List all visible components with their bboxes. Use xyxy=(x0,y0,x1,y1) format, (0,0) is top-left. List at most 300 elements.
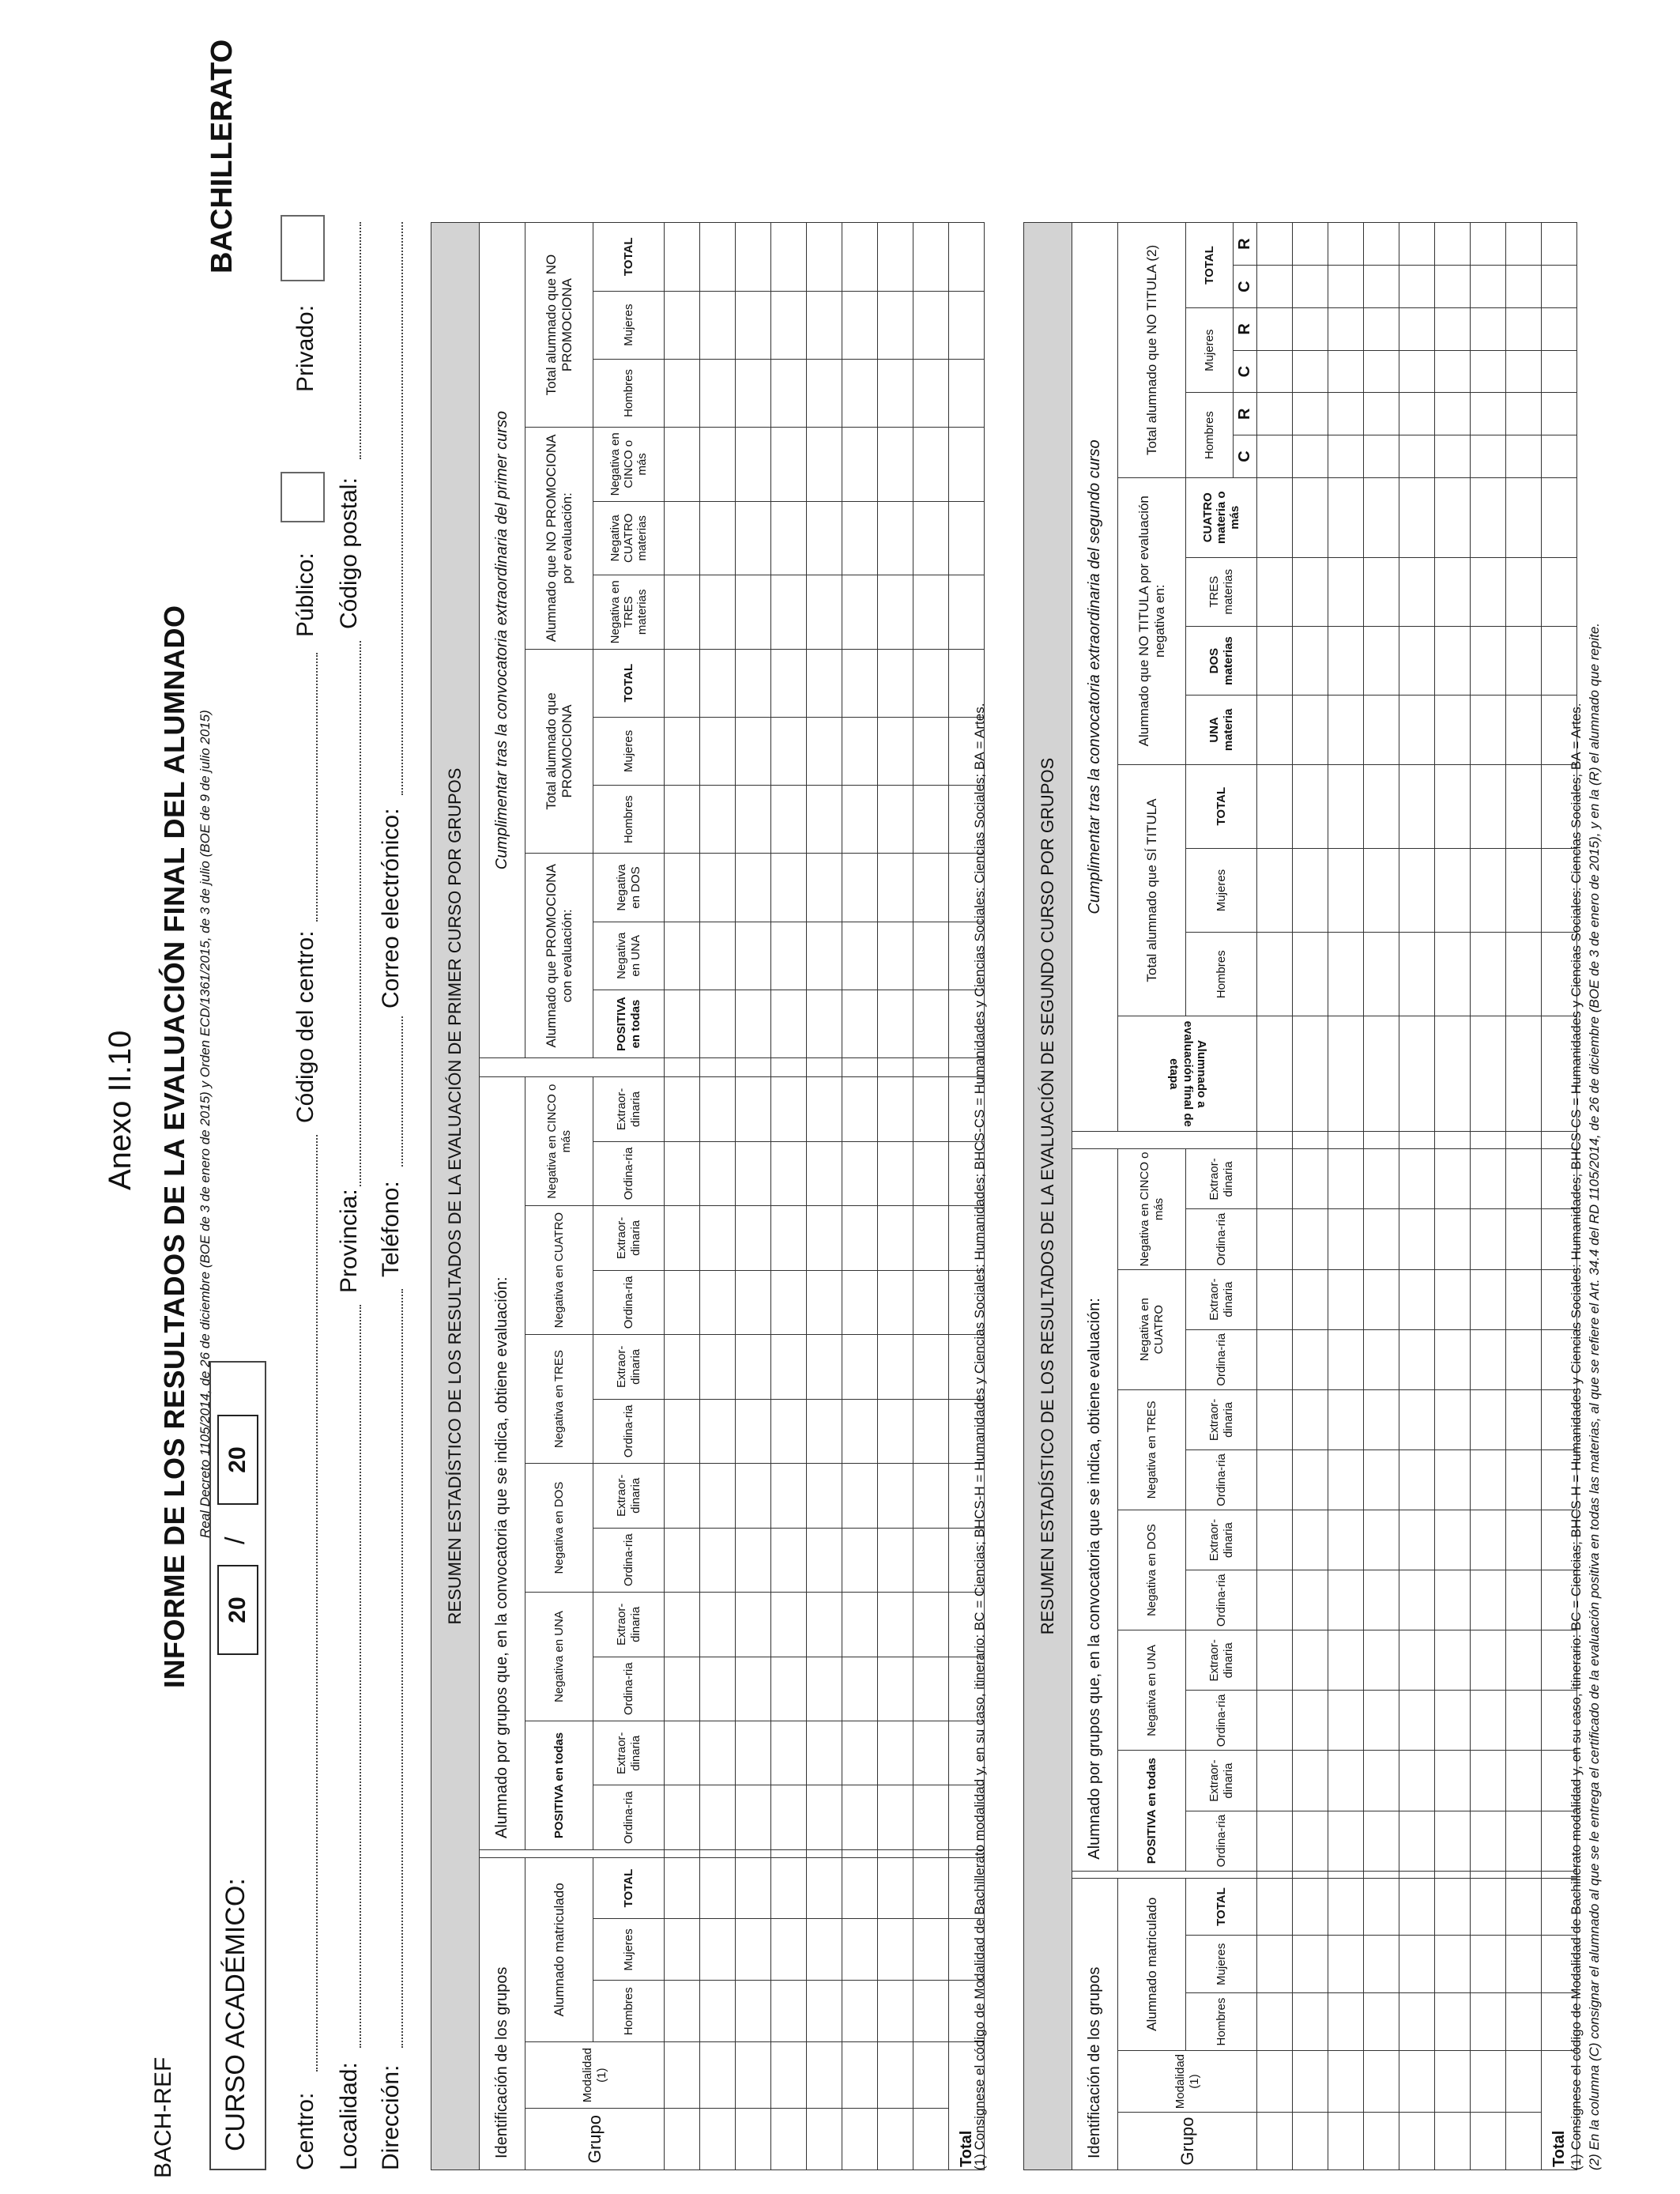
table2-cell[interactable] xyxy=(1399,1510,1435,1570)
table2-cell[interactable] xyxy=(1506,1149,1542,1209)
table2-cell[interactable] xyxy=(1364,626,1399,695)
table2-cell[interactable] xyxy=(1257,764,1293,848)
table2-cell[interactable] xyxy=(1257,1016,1293,1132)
table1-cell[interactable] xyxy=(736,291,771,359)
table1-cell[interactable] xyxy=(913,1399,949,1463)
table2-cell[interactable] xyxy=(1506,1016,1542,1132)
table2-cell[interactable] xyxy=(1435,1993,1471,2051)
table2-cell[interactable] xyxy=(1506,266,1542,308)
table2-cell[interactable] xyxy=(1257,1570,1293,1630)
table1-cell[interactable] xyxy=(771,1593,807,1657)
table1-cell[interactable] xyxy=(913,1785,949,1849)
table2-cell[interactable] xyxy=(1257,1751,1293,1811)
table1-cell[interactable] xyxy=(913,501,949,575)
table1-cell[interactable] xyxy=(913,990,949,1057)
table1-cell[interactable] xyxy=(771,2109,807,2170)
table2-total-cell[interactable] xyxy=(1542,435,1577,478)
table2-cell[interactable] xyxy=(1471,223,1506,266)
table1-cell[interactable] xyxy=(665,922,700,990)
table1-cell[interactable] xyxy=(807,291,842,359)
table2-cell[interactable] xyxy=(1399,477,1435,557)
table2-cell[interactable] xyxy=(1399,1269,1435,1329)
table1-cell[interactable] xyxy=(878,1399,913,1463)
table1-cell[interactable] xyxy=(665,1335,700,1399)
table2-cell[interactable] xyxy=(1328,2050,1364,2112)
table1-cell[interactable] xyxy=(807,717,842,785)
table2-cell[interactable] xyxy=(1328,764,1364,848)
table2-cell[interactable] xyxy=(1293,1209,1328,1269)
table1-cell[interactable] xyxy=(842,649,878,717)
table2-cell[interactable] xyxy=(1364,1016,1399,1132)
table1-cell[interactable] xyxy=(807,1593,842,1657)
table2-cell[interactable] xyxy=(1293,1269,1328,1329)
table2-cell[interactable] xyxy=(1435,1570,1471,1630)
table1-cell[interactable] xyxy=(665,501,700,575)
table1-cell[interactable] xyxy=(878,291,913,359)
table1-cell[interactable] xyxy=(842,1981,878,2042)
table2-cell[interactable] xyxy=(1257,223,1293,266)
table1-cell[interactable] xyxy=(842,1857,878,1919)
table2-cell[interactable] xyxy=(1471,350,1506,393)
table1-cell[interactable] xyxy=(736,359,771,427)
table2-cell[interactable] xyxy=(1399,308,1435,351)
table1-cell[interactable] xyxy=(842,717,878,785)
table1-cell[interactable] xyxy=(665,2042,700,2109)
table2-cell[interactable] xyxy=(1471,1878,1506,1936)
table1-cell[interactable] xyxy=(771,717,807,785)
table1-cell[interactable] xyxy=(807,501,842,575)
table2-cell[interactable] xyxy=(1435,477,1471,557)
table2-cell[interactable] xyxy=(1364,696,1399,764)
table1-cell[interactable] xyxy=(771,1528,807,1592)
table2-total-cell[interactable] xyxy=(1542,266,1577,308)
table2-cell[interactable] xyxy=(1435,1630,1471,1691)
table2-cell[interactable] xyxy=(1293,1149,1328,1209)
table2-cell[interactable] xyxy=(1257,1878,1293,1936)
table1-cell[interactable] xyxy=(807,359,842,427)
table1-cell[interactable] xyxy=(736,2109,771,2170)
table2-cell[interactable] xyxy=(1399,764,1435,848)
table1-cell[interactable] xyxy=(807,575,842,649)
table2-cell[interactable] xyxy=(1399,1878,1435,1936)
table2-cell[interactable] xyxy=(1506,1936,1542,1993)
table2-cell[interactable] xyxy=(1506,764,1542,848)
table1-cell[interactable] xyxy=(842,2109,878,2170)
table2-cell[interactable] xyxy=(1435,435,1471,478)
table1-cell[interactable] xyxy=(807,786,842,854)
direccion-field[interactable] xyxy=(401,1289,403,2048)
table2-cell[interactable] xyxy=(1364,848,1399,932)
table1-cell[interactable] xyxy=(665,1270,700,1334)
table2-cell[interactable] xyxy=(1293,477,1328,557)
table2-cell[interactable] xyxy=(1328,2113,1364,2170)
table1-cell[interactable] xyxy=(878,1721,913,1785)
table2-cell[interactable] xyxy=(1506,557,1542,626)
telefono-field[interactable] xyxy=(401,1016,403,1167)
table1-cell[interactable] xyxy=(771,1399,807,1463)
table1-cell[interactable] xyxy=(700,2042,736,2109)
table1-cell[interactable] xyxy=(842,990,878,1057)
table1-cell[interactable] xyxy=(878,922,913,990)
table2-cell[interactable] xyxy=(1364,477,1399,557)
table2-cell[interactable] xyxy=(1506,1993,1542,2051)
table2-cell[interactable] xyxy=(1293,1993,1328,2051)
table1-cell[interactable] xyxy=(807,2042,842,2109)
table1-cell[interactable] xyxy=(878,1141,913,1205)
table1-cell[interactable] xyxy=(842,1077,878,1141)
table2-cell[interactable] xyxy=(1435,1691,1471,1751)
table1-cell[interactable] xyxy=(807,990,842,1057)
table2-cell[interactable] xyxy=(1257,626,1293,695)
table1-cell[interactable] xyxy=(913,359,949,427)
table1-total-cell[interactable] xyxy=(949,501,985,575)
table1-cell[interactable] xyxy=(771,1077,807,1141)
table1-cell[interactable] xyxy=(700,649,736,717)
table1-cell[interactable] xyxy=(665,1721,700,1785)
table1-cell[interactable] xyxy=(771,990,807,1057)
table2-cell[interactable] xyxy=(1328,1329,1364,1389)
table2-cell[interactable] xyxy=(1506,393,1542,435)
table2-cell[interactable] xyxy=(1257,1936,1293,1993)
table2-cell[interactable] xyxy=(1293,308,1328,351)
table1-cell[interactable] xyxy=(878,786,913,854)
table1-cell[interactable] xyxy=(665,1077,700,1141)
table2-total-cell[interactable] xyxy=(1542,223,1577,266)
table1-cell[interactable] xyxy=(771,1206,807,1270)
table1-cell[interactable] xyxy=(913,1981,949,2042)
table1-cell[interactable] xyxy=(842,575,878,649)
table2-cell[interactable] xyxy=(1257,2050,1293,2112)
table1-cell[interactable] xyxy=(771,1721,807,1785)
table2-cell[interactable] xyxy=(1364,1329,1399,1389)
table2-cell[interactable] xyxy=(1293,2050,1328,2112)
table1-cell[interactable] xyxy=(771,1657,807,1721)
table2-cell[interactable] xyxy=(1364,1510,1399,1570)
table1-cell[interactable] xyxy=(913,1593,949,1657)
table2-cell[interactable] xyxy=(1435,393,1471,435)
table1-cell[interactable] xyxy=(665,1857,700,1919)
table1-cell[interactable] xyxy=(736,649,771,717)
table1-cell[interactable] xyxy=(665,428,700,501)
table1-cell[interactable] xyxy=(842,1206,878,1270)
table2-cell[interactable] xyxy=(1293,1016,1328,1132)
table1-cell[interactable] xyxy=(736,501,771,575)
table1-cell[interactable] xyxy=(700,1399,736,1463)
table2-cell[interactable] xyxy=(1435,557,1471,626)
table1-cell[interactable] xyxy=(807,1464,842,1528)
table2-cell[interactable] xyxy=(1257,435,1293,478)
table2-cell[interactable] xyxy=(1328,557,1364,626)
table1-cell[interactable] xyxy=(913,1077,949,1141)
table1-cell[interactable] xyxy=(771,1464,807,1528)
table1-cell[interactable] xyxy=(878,1785,913,1849)
table2-cell[interactable] xyxy=(1399,1149,1435,1209)
table1-cell[interactable] xyxy=(700,786,736,854)
table1-cell[interactable] xyxy=(736,1464,771,1528)
table2-cell[interactable] xyxy=(1328,477,1364,557)
table2-cell[interactable] xyxy=(1471,1209,1506,1269)
table2-cell[interactable] xyxy=(1399,1751,1435,1811)
table1-cell[interactable] xyxy=(878,990,913,1057)
table1-cell[interactable] xyxy=(665,717,700,785)
table2-cell[interactable] xyxy=(1471,1691,1506,1751)
table2-cell[interactable] xyxy=(1293,435,1328,478)
table1-cell[interactable] xyxy=(700,1657,736,1721)
table2-cell[interactable] xyxy=(1257,477,1293,557)
table2-cell[interactable] xyxy=(1435,696,1471,764)
table2-cell[interactable] xyxy=(1506,1630,1542,1691)
table2-cell[interactable] xyxy=(1364,1630,1399,1691)
table2-cell[interactable] xyxy=(1257,1993,1293,2051)
table2-cell[interactable] xyxy=(1257,848,1293,932)
table2-cell[interactable] xyxy=(1328,1209,1364,1269)
table1-total-cell[interactable] xyxy=(949,575,985,649)
table2-cell[interactable] xyxy=(1506,308,1542,351)
table1-cell[interactable] xyxy=(842,1270,878,1334)
table2-cell[interactable] xyxy=(1506,1510,1542,1570)
table1-cell[interactable] xyxy=(736,1857,771,1919)
table1-cell[interactable] xyxy=(842,786,878,854)
table1-cell[interactable] xyxy=(771,2042,807,2109)
table2-cell[interactable] xyxy=(1471,1329,1506,1389)
table2-cell[interactable] xyxy=(1435,1510,1471,1570)
table1-cell[interactable] xyxy=(807,854,842,922)
table1-cell[interactable] xyxy=(807,1857,842,1919)
table2-cell[interactable] xyxy=(1471,1149,1506,1209)
table2-total-cell[interactable] xyxy=(1542,626,1577,695)
table2-cell[interactable] xyxy=(1435,848,1471,932)
table2-cell[interactable] xyxy=(1506,350,1542,393)
table2-cell[interactable] xyxy=(1257,933,1293,1016)
table2-cell[interactable] xyxy=(1506,696,1542,764)
table2-cell[interactable] xyxy=(1328,1570,1364,1630)
table2-cell[interactable] xyxy=(1364,1389,1399,1449)
table2-cell[interactable] xyxy=(1435,1449,1471,1510)
table2-cell[interactable] xyxy=(1435,1936,1471,1993)
table2-cell[interactable] xyxy=(1506,1570,1542,1630)
table1-cell[interactable] xyxy=(807,1077,842,1141)
table2-cell[interactable] xyxy=(1399,1691,1435,1751)
table1-cell[interactable] xyxy=(736,786,771,854)
table2-cell[interactable] xyxy=(1435,1389,1471,1449)
table2-cell[interactable] xyxy=(1328,1691,1364,1751)
table2-cell[interactable] xyxy=(1471,1016,1506,1132)
table2-cell[interactable] xyxy=(1506,626,1542,695)
table2-total-cell[interactable] xyxy=(1542,393,1577,435)
table1-cell[interactable] xyxy=(842,1464,878,1528)
table1-cell[interactable] xyxy=(665,1528,700,1592)
table1-cell[interactable] xyxy=(665,1399,700,1463)
table2-cell[interactable] xyxy=(1364,1149,1399,1209)
table2-cell[interactable] xyxy=(1399,1936,1435,1993)
table2-cell[interactable] xyxy=(1293,223,1328,266)
table2-cell[interactable] xyxy=(1399,1016,1435,1132)
table2-cell[interactable] xyxy=(1506,933,1542,1016)
table2-cell[interactable] xyxy=(1257,2113,1293,2170)
table1-cell[interactable] xyxy=(807,1399,842,1463)
table1-cell[interactable] xyxy=(807,1206,842,1270)
table2-cell[interactable] xyxy=(1435,1329,1471,1389)
table2-cell[interactable] xyxy=(1399,1993,1435,2051)
table1-cell[interactable] xyxy=(842,359,878,427)
table1-cell[interactable] xyxy=(736,1141,771,1205)
table2-cell[interactable] xyxy=(1435,1209,1471,1269)
table1-cell[interactable] xyxy=(665,1593,700,1657)
table1-cell[interactable] xyxy=(913,1528,949,1592)
table2-cell[interactable] xyxy=(1399,848,1435,932)
table1-cell[interactable] xyxy=(700,990,736,1057)
provincia-field[interactable] xyxy=(360,641,361,1186)
table2-cell[interactable] xyxy=(1293,1510,1328,1570)
table2-cell[interactable] xyxy=(1364,1936,1399,1993)
table2-cell[interactable] xyxy=(1293,1449,1328,1510)
table2-cell[interactable] xyxy=(1471,1751,1506,1811)
table1-cell[interactable] xyxy=(700,1077,736,1141)
table2-cell[interactable] xyxy=(1364,223,1399,266)
table1-cell[interactable] xyxy=(736,1206,771,1270)
table1-cell[interactable] xyxy=(913,2042,949,2109)
table2-cell[interactable] xyxy=(1471,477,1506,557)
table1-cell[interactable] xyxy=(913,1721,949,1785)
table2-cell[interactable] xyxy=(1328,626,1364,695)
table1-cell[interactable] xyxy=(736,1785,771,1849)
table1-cell[interactable] xyxy=(700,428,736,501)
table2-cell[interactable] xyxy=(1257,1329,1293,1389)
table2-cell[interactable] xyxy=(1399,933,1435,1016)
table2-cell[interactable] xyxy=(1293,1691,1328,1751)
table1-cell[interactable] xyxy=(665,223,700,292)
table2-cell[interactable] xyxy=(1364,1570,1399,1630)
table2-cell[interactable] xyxy=(1471,1936,1506,1993)
table2-cell[interactable] xyxy=(1399,696,1435,764)
table1-cell[interactable] xyxy=(665,1206,700,1270)
table1-cell[interactable] xyxy=(771,1981,807,2042)
table1-cell[interactable] xyxy=(842,1919,878,1981)
table1-cell[interactable] xyxy=(736,1593,771,1657)
table2-cell[interactable] xyxy=(1506,1751,1542,1811)
table2-cell[interactable] xyxy=(1293,764,1328,848)
table2-cell[interactable] xyxy=(1293,350,1328,393)
table2-cell[interactable] xyxy=(1328,1936,1364,1993)
table2-cell[interactable] xyxy=(1471,557,1506,626)
table1-cell[interactable] xyxy=(665,1464,700,1528)
table2-cell[interactable] xyxy=(1435,1878,1471,1936)
table1-cell[interactable] xyxy=(771,501,807,575)
table1-cell[interactable] xyxy=(913,649,949,717)
table2-cell[interactable] xyxy=(1471,435,1506,478)
table1-cell[interactable] xyxy=(842,854,878,922)
table1-cell[interactable] xyxy=(807,922,842,990)
table1-cell[interactable] xyxy=(665,649,700,717)
table1-cell[interactable] xyxy=(878,717,913,785)
table2-cell[interactable] xyxy=(1328,223,1364,266)
table2-cell[interactable] xyxy=(1506,1269,1542,1329)
table1-cell[interactable] xyxy=(700,1464,736,1528)
table2-cell[interactable] xyxy=(1506,2113,1542,2170)
table1-cell[interactable] xyxy=(700,1857,736,1919)
table1-cell[interactable] xyxy=(736,1335,771,1399)
table2-cell[interactable] xyxy=(1293,557,1328,626)
table2-cell[interactable] xyxy=(1293,1389,1328,1449)
table2-cell[interactable] xyxy=(1257,1691,1293,1751)
table1-cell[interactable] xyxy=(736,575,771,649)
correo-field[interactable] xyxy=(401,222,403,795)
table1-cell[interactable] xyxy=(736,990,771,1057)
table2-cell[interactable] xyxy=(1293,1878,1328,1936)
table1-cell[interactable] xyxy=(878,854,913,922)
table2-cell[interactable] xyxy=(1328,266,1364,308)
table2-cell[interactable] xyxy=(1293,933,1328,1016)
table1-cell[interactable] xyxy=(807,1141,842,1205)
table1-cell[interactable] xyxy=(842,1141,878,1205)
table2-cell[interactable] xyxy=(1328,848,1364,932)
table1-cell[interactable] xyxy=(807,1721,842,1785)
table1-cell[interactable] xyxy=(665,854,700,922)
table2-cell[interactable] xyxy=(1364,1878,1399,1936)
table1-cell[interactable] xyxy=(736,1270,771,1334)
table2-cell[interactable] xyxy=(1506,1811,1542,1871)
table2-cell[interactable] xyxy=(1328,435,1364,478)
table2-cell[interactable] xyxy=(1471,1993,1506,2051)
table2-cell[interactable] xyxy=(1328,1389,1364,1449)
table2-cell[interactable] xyxy=(1435,2050,1471,2112)
table2-total-cell[interactable] xyxy=(1542,350,1577,393)
table2-cell[interactable] xyxy=(1257,266,1293,308)
table2-cell[interactable] xyxy=(1257,1630,1293,1691)
table2-cell[interactable] xyxy=(1471,1510,1506,1570)
table2-cell[interactable] xyxy=(1399,557,1435,626)
table2-cell[interactable] xyxy=(1435,1751,1471,1811)
table1-cell[interactable] xyxy=(700,1721,736,1785)
table1-cell[interactable] xyxy=(842,1657,878,1721)
table2-cell[interactable] xyxy=(1471,1811,1506,1871)
table2-cell[interactable] xyxy=(1293,1811,1328,1871)
table1-cell[interactable] xyxy=(878,1206,913,1270)
table2-cell[interactable] xyxy=(1471,393,1506,435)
table1-cell[interactable] xyxy=(700,575,736,649)
table1-cell[interactable] xyxy=(771,575,807,649)
table1-cell[interactable] xyxy=(771,1785,807,1849)
table1-cell[interactable] xyxy=(842,291,878,359)
table1-total-cell[interactable] xyxy=(949,291,985,359)
table2-cell[interactable] xyxy=(1257,1389,1293,1449)
table1-cell[interactable] xyxy=(736,1657,771,1721)
table1-cell[interactable] xyxy=(913,1270,949,1334)
table1-cell[interactable] xyxy=(665,575,700,649)
table1-cell[interactable] xyxy=(665,1981,700,2042)
table2-cell[interactable] xyxy=(1364,1691,1399,1751)
table1-cell[interactable] xyxy=(807,1657,842,1721)
table1-cell[interactable] xyxy=(878,223,913,292)
table2-cell[interactable] xyxy=(1399,393,1435,435)
table1-cell[interactable] xyxy=(842,223,878,292)
table2-cell[interactable] xyxy=(1257,1510,1293,1570)
table1-cell[interactable] xyxy=(878,1593,913,1657)
table2-cell[interactable] xyxy=(1471,2050,1506,2112)
table1-cell[interactable] xyxy=(913,717,949,785)
table2-cell[interactable] xyxy=(1328,1269,1364,1329)
table1-cell[interactable] xyxy=(700,1919,736,1981)
table1-cell[interactable] xyxy=(878,1919,913,1981)
table2-cell[interactable] xyxy=(1328,1510,1364,1570)
table2-cell[interactable] xyxy=(1257,1149,1293,1209)
table1-cell[interactable] xyxy=(913,2109,949,2170)
table2-cell[interactable] xyxy=(1293,1936,1328,1993)
table1-cell[interactable] xyxy=(878,1528,913,1592)
table1-cell[interactable] xyxy=(878,575,913,649)
table2-cell[interactable] xyxy=(1506,1691,1542,1751)
table2-cell[interactable] xyxy=(1506,1449,1542,1510)
